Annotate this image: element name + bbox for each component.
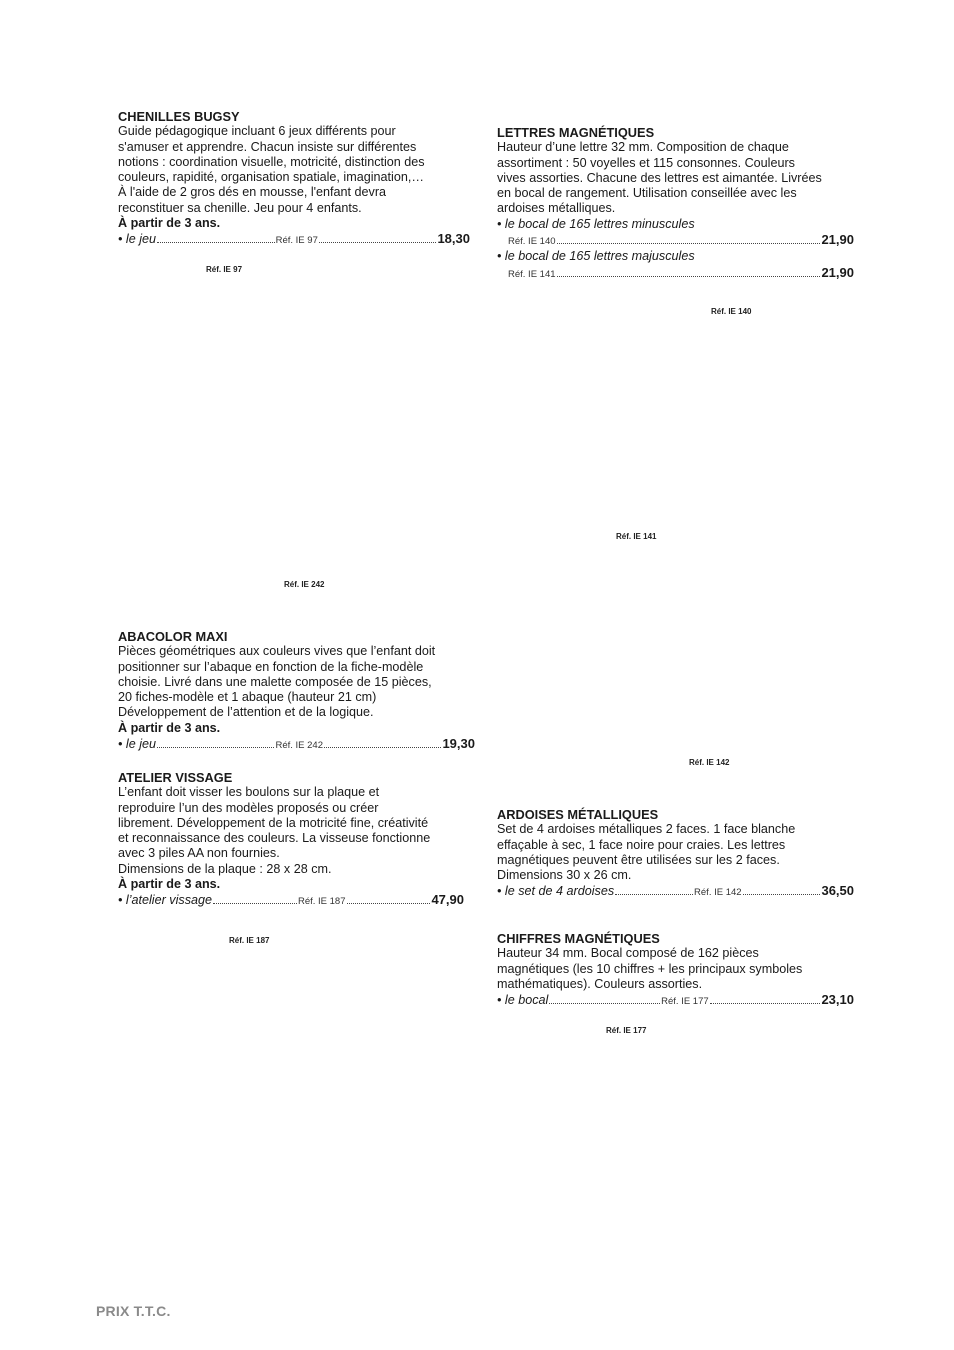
item-label: • le bocal de 165 lettres minuscules (497, 216, 695, 231)
description-line: L’enfant doit visser les boulons sur la plaque et (118, 785, 380, 800)
product-chiffres-magnetiques (497, 931, 854, 1009)
item-ref: Réf. IE 142 (694, 887, 742, 899)
dot-leader (347, 903, 431, 904)
dot-leader (157, 747, 274, 748)
description-line: reconstituer sa chenille. Jeu pour 4 enfants. (118, 200, 362, 215)
image-caption: Réf. IE 140 (711, 307, 752, 316)
item-price: 18,30 (437, 231, 470, 247)
description-line: mathématiques). Couleurs assorties. (497, 976, 703, 991)
description-line: positionner sur l’abaque en fonction de la fiche-modèle (118, 659, 424, 674)
dot-leader (213, 903, 297, 904)
description-line: magnétiques (les 10 chiffres + les principaux symboles (497, 961, 803, 976)
item-price: 21,90 (821, 264, 854, 280)
product-description (118, 124, 470, 216)
product-description (497, 140, 854, 216)
item-ref: Réf. IE 141 (508, 268, 556, 280)
age-label: À partir de 3 ans. (118, 877, 221, 892)
description-line: librement. Développement de la motricité fine, créativité (118, 815, 429, 830)
price-line (497, 232, 854, 249)
description-line: effaçable à sec, 1 face noire pour craies. Les lettres (497, 837, 786, 852)
price-line (118, 892, 464, 909)
product-description (497, 822, 854, 883)
description-line: Set de 4 ardoises métalliques 2 faces. 1 face blanche (497, 822, 796, 837)
price-line (497, 265, 854, 282)
price-line (118, 736, 475, 753)
description-line: assortiment : 50 voyelles et 115 consonnes. Couleurs (497, 155, 795, 170)
description-line: avec 3 piles AA non fournies. (118, 846, 280, 861)
description-line: magnétiques peuvent être utilisées sur les 2 faces. (497, 852, 780, 867)
image-caption: Réf. IE 142 (689, 758, 730, 767)
item-label: • le set de 4 ardoises (497, 884, 615, 899)
item-ref: Réf. IE 242 (275, 740, 323, 752)
description-line: vives assorties. Chacune des lettres est aimantée. Livrées (497, 170, 822, 185)
product-title: CHENILLES BUGSY (118, 109, 240, 124)
description-line: et reconnaissance des couleurs. La visseuse fonctionne (118, 831, 431, 846)
product-description (118, 785, 464, 877)
description-line: en bocal de rangement. Utilisation conseillée avec les (497, 186, 797, 201)
description-line: À l'aide de 2 gros dés en mousse, l'enfant devra (118, 185, 387, 200)
item-price: 36,50 (821, 883, 855, 899)
description-line: 20 fiches-modèle et 1 abaque (hauteur 21 cm) (118, 690, 377, 705)
item-label: • le bocal de 165 lettres majuscules (497, 249, 695, 264)
description-line: Dimensions 30 x 26 cm. (497, 868, 632, 883)
item-price: 47,90 (431, 892, 464, 908)
image-caption: Réf. IE 177 (606, 1026, 647, 1035)
description-line: reproduire l’un des modèles proposés ou créer (118, 800, 379, 815)
price-line (497, 992, 854, 1009)
product-abacolor-maxi (118, 629, 475, 753)
item-label: • le jeu (118, 737, 157, 752)
dot-leader (157, 242, 275, 243)
product-chenilles-bugsy (118, 109, 470, 249)
item-price: 21,90 (821, 232, 854, 248)
description-line: choisie. Livré dans une malette composée de 15 pièces, (118, 674, 432, 689)
dot-leader (615, 894, 693, 895)
description-line: Hauteur 34 mm. Bocal composé de 162 pièces (497, 946, 759, 961)
dot-leader (557, 243, 821, 244)
item-label: • le jeu (118, 232, 157, 247)
item-ref: Réf. IE 187 (297, 896, 346, 908)
description-line: notions : coordination visuelle, motricité, distinction des (118, 154, 425, 169)
description-line: ardoises métalliques. (497, 201, 616, 216)
description-line: Développement de l’attention et de la logique. (118, 705, 374, 720)
description-line: Dimensions de la plaque : 28 x 28 cm. (118, 861, 332, 876)
product-title: ATELIER VISSAGE (118, 770, 233, 785)
item-ref: Réf. IE 140 (508, 236, 556, 248)
product-description (497, 946, 854, 992)
description-line: s'amuser et apprendre. Chacun insiste sur différentes (118, 139, 417, 154)
product-ardoises-metalliques (497, 807, 854, 901)
price-line (118, 231, 470, 248)
item-ref: Réf. IE 97 (275, 235, 318, 247)
age-label: À partir de 3 ans. (118, 216, 221, 231)
description-line: Pièces géométriques aux couleurs vives que l’enfant doit (118, 644, 436, 659)
description-line: Guide pédagogique incluant 6 jeux différents pour (118, 124, 396, 139)
age-label: À partir de 3 ans. (118, 720, 221, 735)
footer-price-note: PRIX T.T.C. (96, 1303, 171, 1319)
dot-leader (549, 1003, 660, 1004)
dot-leader (319, 242, 437, 243)
item-ref: Réf. IE 177 (661, 996, 709, 1008)
dot-leader (743, 894, 821, 895)
price-line (497, 883, 854, 900)
dot-leader (710, 1003, 821, 1004)
dot-leader (557, 276, 821, 277)
dot-leader (324, 747, 441, 748)
item-label: • l’atelier vissage (118, 893, 213, 908)
product-atelier-vissage (118, 770, 464, 910)
product-lettres-magnetiques (497, 125, 854, 282)
item-price: 23,10 (821, 992, 854, 1008)
description-line: couleurs, rapidité, organisation spatiale, imagination,… (118, 170, 424, 185)
product-title: CHIFFRES MAGNÉTIQUES (497, 931, 660, 946)
product-title: ARDOISES MÉTALLIQUES (497, 807, 659, 822)
item-price: 19,30 (442, 736, 475, 752)
image-caption: Réf. IE 242 (284, 580, 325, 589)
product-description (118, 644, 475, 720)
product-title: ABACOLOR MAXI (118, 629, 228, 644)
description-line: Hauteur d’une lettre 32 mm. Composition de chaque (497, 140, 789, 155)
item-label: • le bocal (497, 993, 549, 1008)
image-caption: Réf. IE 141 (616, 532, 657, 541)
image-caption: Réf. IE 187 (229, 936, 270, 945)
product-title: LETTRES MAGNÉTIQUES (497, 125, 655, 140)
image-caption: Réf. IE 97 (206, 265, 243, 274)
